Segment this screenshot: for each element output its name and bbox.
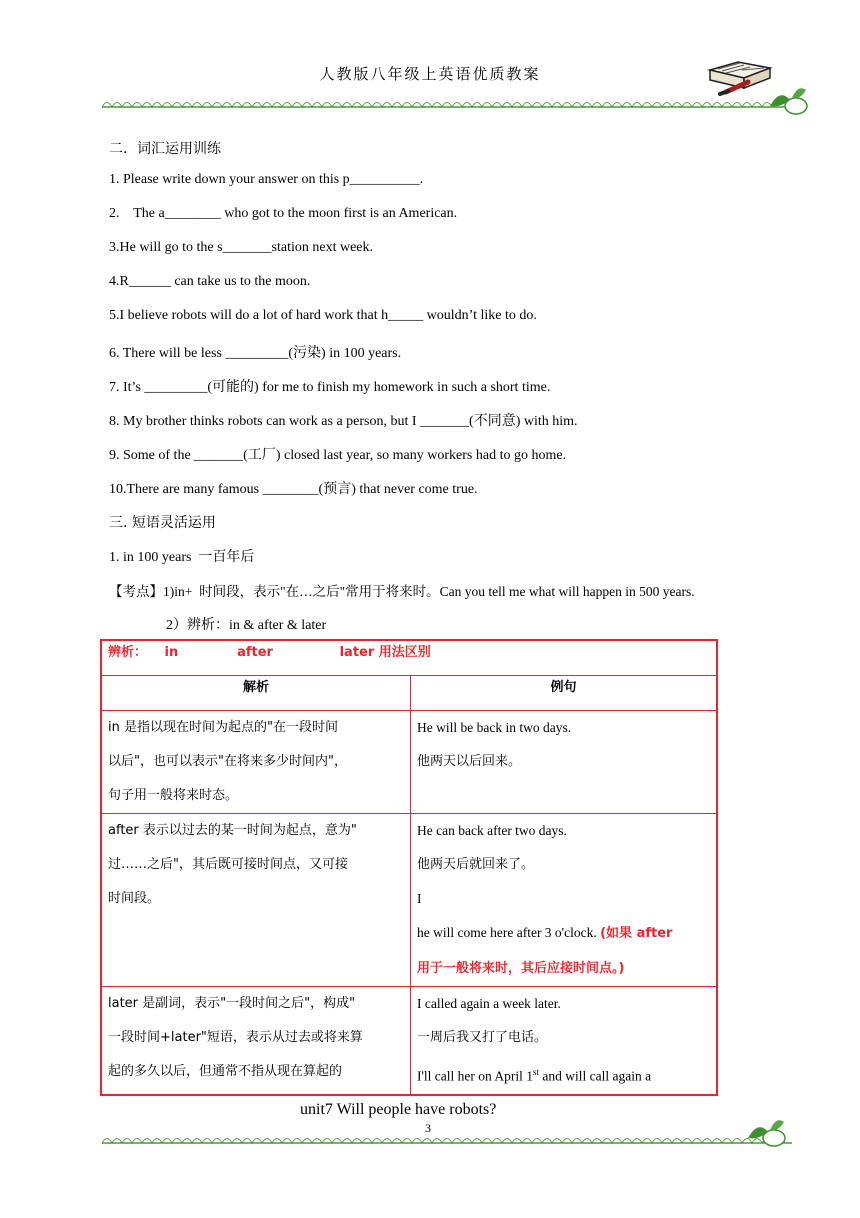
decorative-vine-top [102, 96, 792, 110]
analysis-line: later 是副词，表示"一段时间之后"，构成" [108, 996, 356, 1011]
exercise-item: 10.There are many famous ________(预言) that never come true. [109, 482, 478, 497]
example-line: 他两天以后回来。 [417, 754, 522, 769]
section2-heading: 二．词汇运用训练 [109, 141, 221, 157]
analysis-line: in 是指以现在时间为起点的"在一段时间 [108, 720, 338, 735]
sprout-icon [744, 1112, 788, 1148]
table-title-row [101, 640, 717, 676]
table-header-row [101, 676, 717, 711]
example-cell [411, 711, 718, 814]
analysis-line: 时间段。 [108, 891, 161, 906]
exercise-item: 3.He will go to the s_______station next week. [109, 240, 374, 255]
table-row [101, 711, 717, 814]
table-row [101, 987, 717, 1095]
example-line: He can back after two days. [417, 823, 567, 838]
comparison-table [100, 639, 718, 1096]
decorative-vine-bottom [102, 1132, 792, 1146]
table-title-later: later 用法区别 [339, 645, 431, 660]
exercise-item: 6. There will be less _________(污染) in 100 years. [109, 346, 402, 361]
example-text: he will come here after 3 o'clock. [417, 925, 597, 940]
table-title-in: in [164, 645, 179, 660]
exercise-item: 7. It’s _________(可能的) for me to finish my homework in such a short time. [109, 380, 551, 395]
exercise-item: 2. The a________ who got to the moon first is an American. [109, 206, 458, 221]
page-number: 3 [425, 1121, 431, 1135]
example-line [417, 916, 710, 951]
analysis-cell [101, 814, 411, 987]
sprout-icon [766, 80, 810, 116]
table-title-label: 辨析： [108, 645, 148, 660]
example-line: I called again a week later. [417, 996, 561, 1011]
analysis-line: 过……之后"，其后既可接时间点，又可接 [108, 857, 348, 872]
example-text: and will call again a [539, 1068, 652, 1084]
exercise-item: 8. My brother thinks robots can work as a person, but I _______(不同意) with him. [109, 414, 578, 429]
table-title [101, 640, 717, 676]
usage-note: (如果 after [600, 926, 673, 941]
analysis-line: 一段时间+later"短语，表示从过去或将来算 [108, 1030, 363, 1045]
column-header-example: 例句 [411, 676, 718, 711]
example-line: He will be back in two days. [417, 720, 572, 735]
example-line: I [417, 891, 422, 906]
kaodian-note: 【考点】1)in+ 时间段，表示"在…之后"常用于将来时。Can you tell me what will happen in 500 years. [109, 584, 695, 599]
example-text: I'll call her on April 1 [417, 1068, 534, 1084]
example-line: 他两天后就回来了。 [417, 857, 535, 872]
footer-title: unit7 Will people have robots? [300, 1101, 497, 1118]
exercise-item: 4.R______ can take us to the moon. [109, 274, 311, 289]
phrase-item: 1. in 100 years 一百年后 [109, 550, 255, 565]
table-title-after: after [237, 645, 273, 660]
analysis-line: 起的多久以后，但通常不指从现在算起的 [108, 1064, 343, 1079]
exercise-item: 9. Some of the _______(工厂) closed last year, so many workers had to go home. [109, 448, 567, 463]
table-row [101, 814, 717, 987]
bianxi-intro: 2）辨析：in & after & later [166, 618, 327, 633]
analysis-line: 句子用一般将来时态。 [108, 788, 239, 803]
analysis-line: 以后"，也可以表示"在将来多少时间内"， [108, 754, 347, 769]
analysis-cell [101, 711, 411, 814]
exercise-item: 1. Please write down your answer on this p__________. [109, 172, 424, 187]
example-line [417, 951, 710, 986]
usage-note: 用于一般将来时，其后应接时间点。) [417, 961, 625, 976]
example-cell [411, 814, 718, 987]
example-line: 一周后我又打了电话。 [417, 1030, 548, 1045]
ordinal-suffix: st [533, 1067, 540, 1077]
analysis-cell [101, 987, 411, 1095]
header-title: 人教版八年级上英语优质教案 [319, 65, 541, 83]
column-header-analysis: 解析 [101, 676, 411, 711]
section3-heading: 三. 短语灵活运用 [109, 515, 216, 531]
exercise-item: 5.I believe robots will do a lot of hard work that h_____ wouldn’t like to do. [109, 308, 537, 323]
example-cell [411, 987, 718, 1095]
analysis-line: after 表示以过去的某一时间为起点，意为" [108, 823, 357, 838]
example-line [417, 1055, 710, 1094]
